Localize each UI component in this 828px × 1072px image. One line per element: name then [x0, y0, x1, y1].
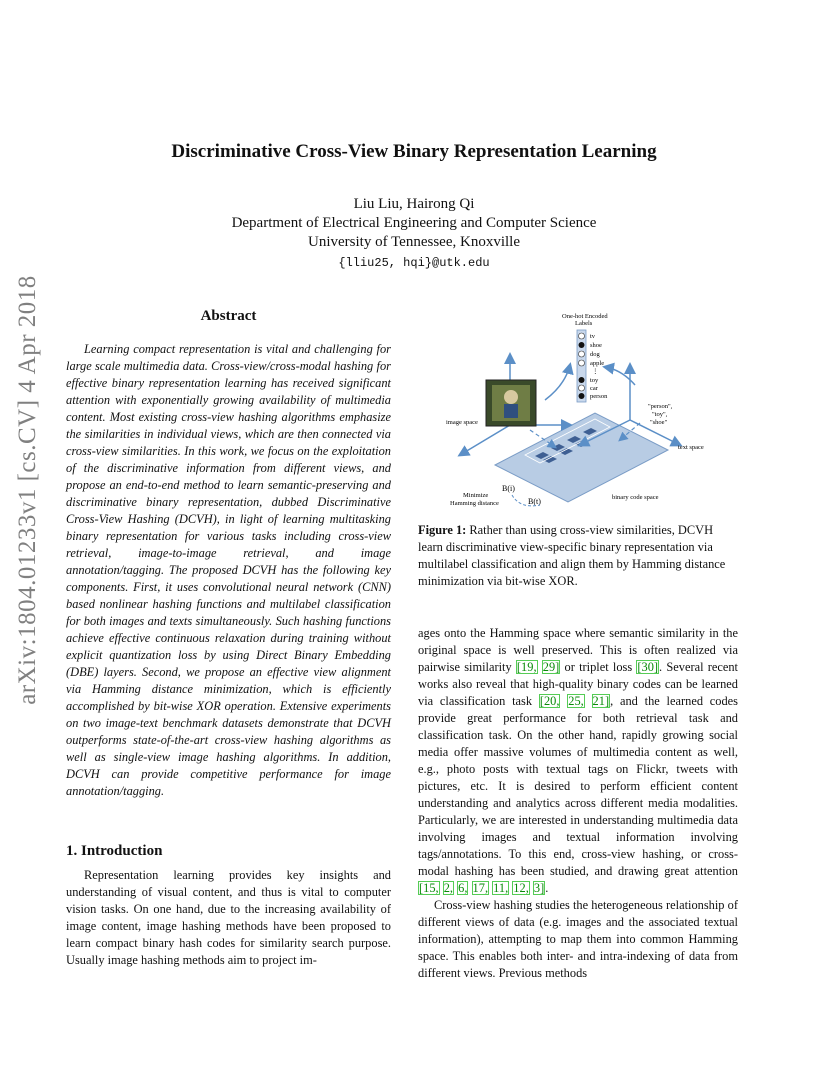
label-dog: dog [590, 351, 600, 358]
paper-title: Discriminative Cross-View Binary Representation Learning [171, 141, 657, 162]
citation-link[interactable]: 29] [542, 660, 560, 674]
introduction-paragraph: Representation learning provides key insights and understanding of visual content, and thus is vital to computer vision tasks. On one hand, due to the increasing availability of image content, image hashing methods have been proposed to learn compact binary hash codes for similarity search purpose. Usually image hashing methods aim to project im- [66, 868, 391, 967]
citation-link[interactable]: 17, [472, 881, 489, 895]
citation-link[interactable]: 21] [592, 694, 610, 708]
author-email: {lliu25, hqi}@utk.edu [338, 256, 490, 270]
citation-link[interactable]: 12, [513, 881, 529, 895]
right-paragraph-2: Cross-view hashing studies the heterogeneous relationship of different views of data (e.g. images and the associated textual information), attempting to map them into common Hamming space. This enables both inter- and intra-indexing of data from different views. Previous methods [418, 898, 738, 980]
code-b-image: B(i) [502, 484, 515, 493]
label-ellipsis: ⋮ [592, 368, 599, 375]
text-run: . Several recent works also reveal that high-quality binary codes can be learned via classification task [418, 660, 738, 708]
onehot-title-1: One-hot Encoded [562, 313, 608, 320]
text-tag-3: "shoe" [650, 419, 668, 426]
citation-link[interactable]: [30] [637, 660, 659, 674]
arxiv-identifier [8, 275, 48, 705]
text-space-label: text space [678, 444, 704, 451]
citation-link[interactable]: [19, [516, 660, 537, 674]
abstract-heading: Abstract [200, 308, 257, 324]
figure-1-caption [418, 522, 738, 590]
label-car: car [590, 385, 598, 392]
minimize-label-2: Hamming distance [450, 500, 499, 507]
citation-link[interactable]: [15, [419, 881, 439, 895]
image-space-label: image space [446, 419, 478, 426]
citation-link[interactable]: [20, [539, 694, 560, 708]
introduction-body [66, 867, 391, 969]
caption-text: Rather than using cross-view similarities, DCVH learn discriminative view-specific binary representation via multilabel classification and align them by Hamming distance minimization via bit-wise XOR. [418, 523, 726, 588]
right-paragraph-1 [418, 625, 738, 897]
figure-1 [440, 305, 710, 515]
label-tv: tv [590, 333, 596, 340]
caption-label: Figure 1: [418, 523, 467, 537]
label-apple: apple [590, 360, 605, 367]
text-run: . [545, 881, 549, 895]
label-shoe: shoe [590, 342, 602, 349]
text-run: ages onto the Hamming space where semantic similarity in the original space is well preserved. This is often realized via pairwise similarity [418, 626, 738, 674]
label-person: person [590, 393, 608, 400]
binary-code-space-label: binary code space [612, 494, 659, 501]
figure-1-diagram [440, 305, 710, 515]
citation-link[interactable]: 2, [443, 881, 454, 895]
text-run: , and the learned codes provide great performance for both retrieval task and classification task. On the other hand, rapidly growing social media offer massive volumes of multimedia content as well, e.g., photo posts with textual tags on Flickr, tweets with pictures, etc. It is desired to perform efficient content understanding and analytics across different media modalities. Particularly, we are interested in understanding multimedia data involving images and textual information involving tags/annotations. To this end, cross-view hashing, or cross-modal hashing has been studied, and drawing great attention [418, 694, 739, 878]
code-b-text: B(t) [528, 497, 541, 506]
affiliation-department: Department of Electrical Engineering and Computer Science [231, 215, 597, 231]
right-column-body [418, 625, 738, 982]
minimize-label-1: Minimize [463, 492, 489, 499]
citation-link[interactable]: 11, [493, 881, 509, 895]
abstract-body [66, 341, 391, 800]
text-tag-2: "toy", [652, 411, 668, 418]
author-names: Liu Liu, Hairong Qi [353, 196, 475, 212]
affiliation-university: University of Tennessee, Knoxville [308, 234, 520, 250]
introduction-heading: 1. Introduction [66, 843, 163, 859]
citation-link[interactable]: 25, [568, 694, 584, 708]
abstract-paragraph: Learning compact representation is vital and challenging for large scale multimedia data. Cross-view/cross-modal hashing for effective binary representation learning has received significant attention with exponentially growing availability of multimedia content. Most existing cross-view hashing algorithms emphasize the similarities in individual views, which are then connected via cross-view similarities. In this work, we focus on the exploitation of the discriminative information from different views, and propose an end-to-end method to learn semantic-preserving and discriminative binary representation, dubbed Discriminative Cross-View Hashing (DCVH), in light of learning multitasking binary representation for various tasks including cross-view retrieval, image-to-image retrieval, and image annotation/tagging. The proposed DCVH has the following key components. First, it uses convolutional neural network (CNN) based nonlinear hashing functions and multilabel classification for both images and texts simultaneously. Such hashing functions achieve effective continuous relaxation during training without explicit quantization loss by using Direct Binary Embedding (DBE) layers. Second, we propose an effective view alignment via Hamming distance minimization, which is efficiently accomplished by bit-wise XOR operation. Extensive experiments on two image-text benchmark datasets demonstrate that DCVH outperforms state-of-the-art cross-view hashing algorithms as well as single-view image hashing algorithms. In addition, DCVH can provide competitive performance for image annotation/tagging. [66, 342, 391, 798]
label-toy: toy [590, 377, 599, 384]
onehot-title-2: Labels [575, 320, 593, 327]
citation-link[interactable]: 6, [458, 881, 468, 895]
citation-link[interactable]: 3] [533, 881, 545, 895]
text-run: or triplet loss [560, 660, 637, 674]
text-tag-1: "person", [648, 403, 673, 410]
arxiv-identifier-text: arXiv:1804.01233v1 [cs.CV] 4 Apr 2018 [14, 275, 41, 705]
